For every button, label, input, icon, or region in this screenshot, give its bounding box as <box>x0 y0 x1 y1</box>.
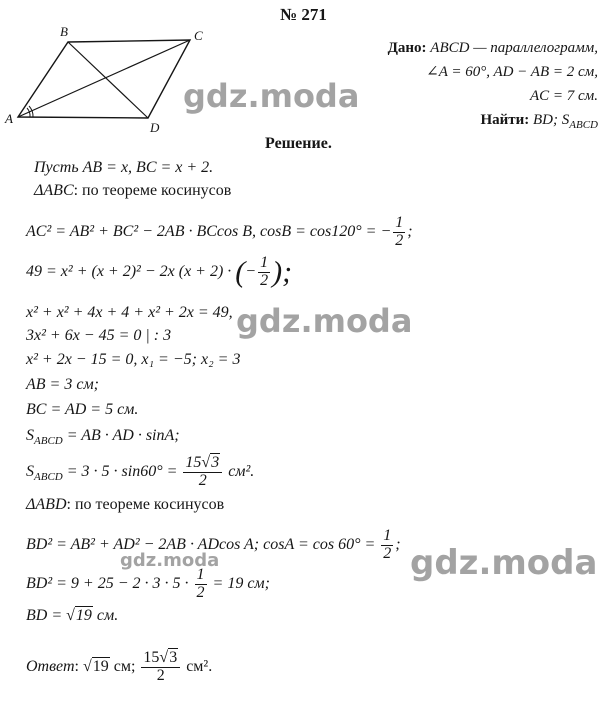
minus-sign: − <box>245 262 257 280</box>
frac-num-coef: 15 <box>143 649 160 666</box>
answer-rad: 19 <box>92 657 109 675</box>
line-triangle-abd <box>26 497 224 513</box>
frac-num-coef: 15 <box>185 454 202 471</box>
bd-rad: 19 <box>75 607 92 624</box>
frac-num-rad: 3 <box>169 649 178 666</box>
vertex-label-b: B <box>60 24 68 39</box>
watermark: gdz.moda <box>120 550 220 571</box>
cosine-theorem-1: : по теореме косинусов <box>73 182 232 199</box>
line-let: Пусть AB = x, BC = x + 2. <box>34 159 214 176</box>
frac-den: 2 <box>260 271 269 289</box>
given-line-2: ∠A = 60°, AD − AB = 2 см, <box>426 64 598 80</box>
s-symbol: S <box>26 462 34 480</box>
solution-title: Решение. <box>265 135 332 152</box>
vertex-label-c: C <box>194 28 203 43</box>
triangle-abd: ΔABD <box>26 496 67 513</box>
given-block <box>388 36 598 132</box>
frac-num: 1 <box>260 254 269 271</box>
watermark: gdz.moda <box>410 543 598 583</box>
cosine-theorem-2: : по теореме косинусов <box>66 496 225 513</box>
formula-bd-text: BD² = AB² + AD² − 2AB · ADcos A; cosA = cos 60° = <box>26 535 380 553</box>
line-sum: x² + x² + 4x + 4 + x² + 2x = 49, <box>26 304 233 321</box>
semicolon: ; <box>395 535 401 553</box>
result: = 19 см; <box>208 574 270 592</box>
bd-eq: BD = <box>26 607 67 624</box>
vertex-label-a: A <box>5 111 13 126</box>
line-bc: BC = AD = 5 см. <box>26 401 139 418</box>
answer-line: Ответ: √19 см; $\frac{15√3}{2}$ см². <box>26 649 213 684</box>
unit: см². <box>224 462 255 480</box>
frac-den: 2 <box>395 231 404 249</box>
s-symbol: S <box>26 427 34 444</box>
given-line-3: AC = 7 см. <box>529 88 598 104</box>
problem-number: № 271 <box>280 5 327 24</box>
line-quadratic: 3x² + 6x − 45 = 0 | : 3 <box>26 327 172 344</box>
frac-num-rad: 3 <box>211 454 220 471</box>
s-sub: ABCD <box>34 471 63 484</box>
formula-bd-value <box>26 567 270 602</box>
formula-49-text: 49 = x² + (x + 2)² − 2x (x + 2) · <box>26 262 236 280</box>
answer-mid: см; <box>109 657 140 675</box>
bd-unit: см. <box>92 607 119 624</box>
frac-num: 1 <box>196 566 205 583</box>
area-formula-rest: = AB · AD · sinA; <box>62 427 180 444</box>
frac-den: 2 <box>383 544 392 562</box>
frac-den: 2 <box>156 666 165 684</box>
frac-den: 2 <box>196 583 205 601</box>
line-ab: AB = 3 см; <box>26 376 99 393</box>
triangle-abc: ΔABC <box>34 182 74 199</box>
frac-num: 1 <box>383 527 392 544</box>
watermark: gdz.moda <box>236 302 413 340</box>
formula-49 <box>26 255 292 290</box>
answer-unit: см². <box>182 657 213 675</box>
paren-close: ); <box>272 255 293 289</box>
find-label: Найти: <box>480 112 530 128</box>
line-area-formula <box>26 427 180 448</box>
s-sub: ABCD <box>34 435 63 448</box>
formula-ac: AC² = AB² + BC² − 2AB · BCcos B, cosB = cos120° = − $\frac{1}{2}$ ; <box>26 214 413 249</box>
watermark: gdz.moda <box>183 77 360 115</box>
formula-ac-text: AC² = AB² + BC² − 2AB · BCcos B, cosB = cos120° = − <box>26 222 392 240</box>
frac-num: 1 <box>395 214 404 231</box>
find-bd: BD; <box>533 112 559 128</box>
given-label: Дано: <box>387 40 427 56</box>
frac-den: 2 <box>198 471 207 489</box>
diagonal-bd <box>68 42 148 118</box>
given-line-1: ABCD — параллелограмм, <box>430 40 598 56</box>
line-bd-result: BD = √19 см. <box>26 607 119 624</box>
line-area-value: $S_{ABCD} = 3 \cdot 5 \cdot \sin 60^\circ$ = $\frac{15√3}{2}$ см². <box>26 454 255 489</box>
line-roots: x² + 2x − 15 = 0, x₁ = −5; x₂ = 3 <box>26 351 241 368</box>
find-s: S <box>561 112 570 128</box>
answer-label: Ответ <box>26 657 75 675</box>
paren-open: ( <box>235 255 246 289</box>
area-value-text: = 3 · 5 · sin60° = <box>62 462 182 480</box>
answer-colon: : <box>74 657 83 675</box>
find-s-sub: ABCD <box>569 119 598 131</box>
vertex-label-d: D <box>150 120 160 135</box>
formula-bd-value-text: BD² = 9 + 25 − 2 · 3 · 5 · <box>26 574 193 592</box>
